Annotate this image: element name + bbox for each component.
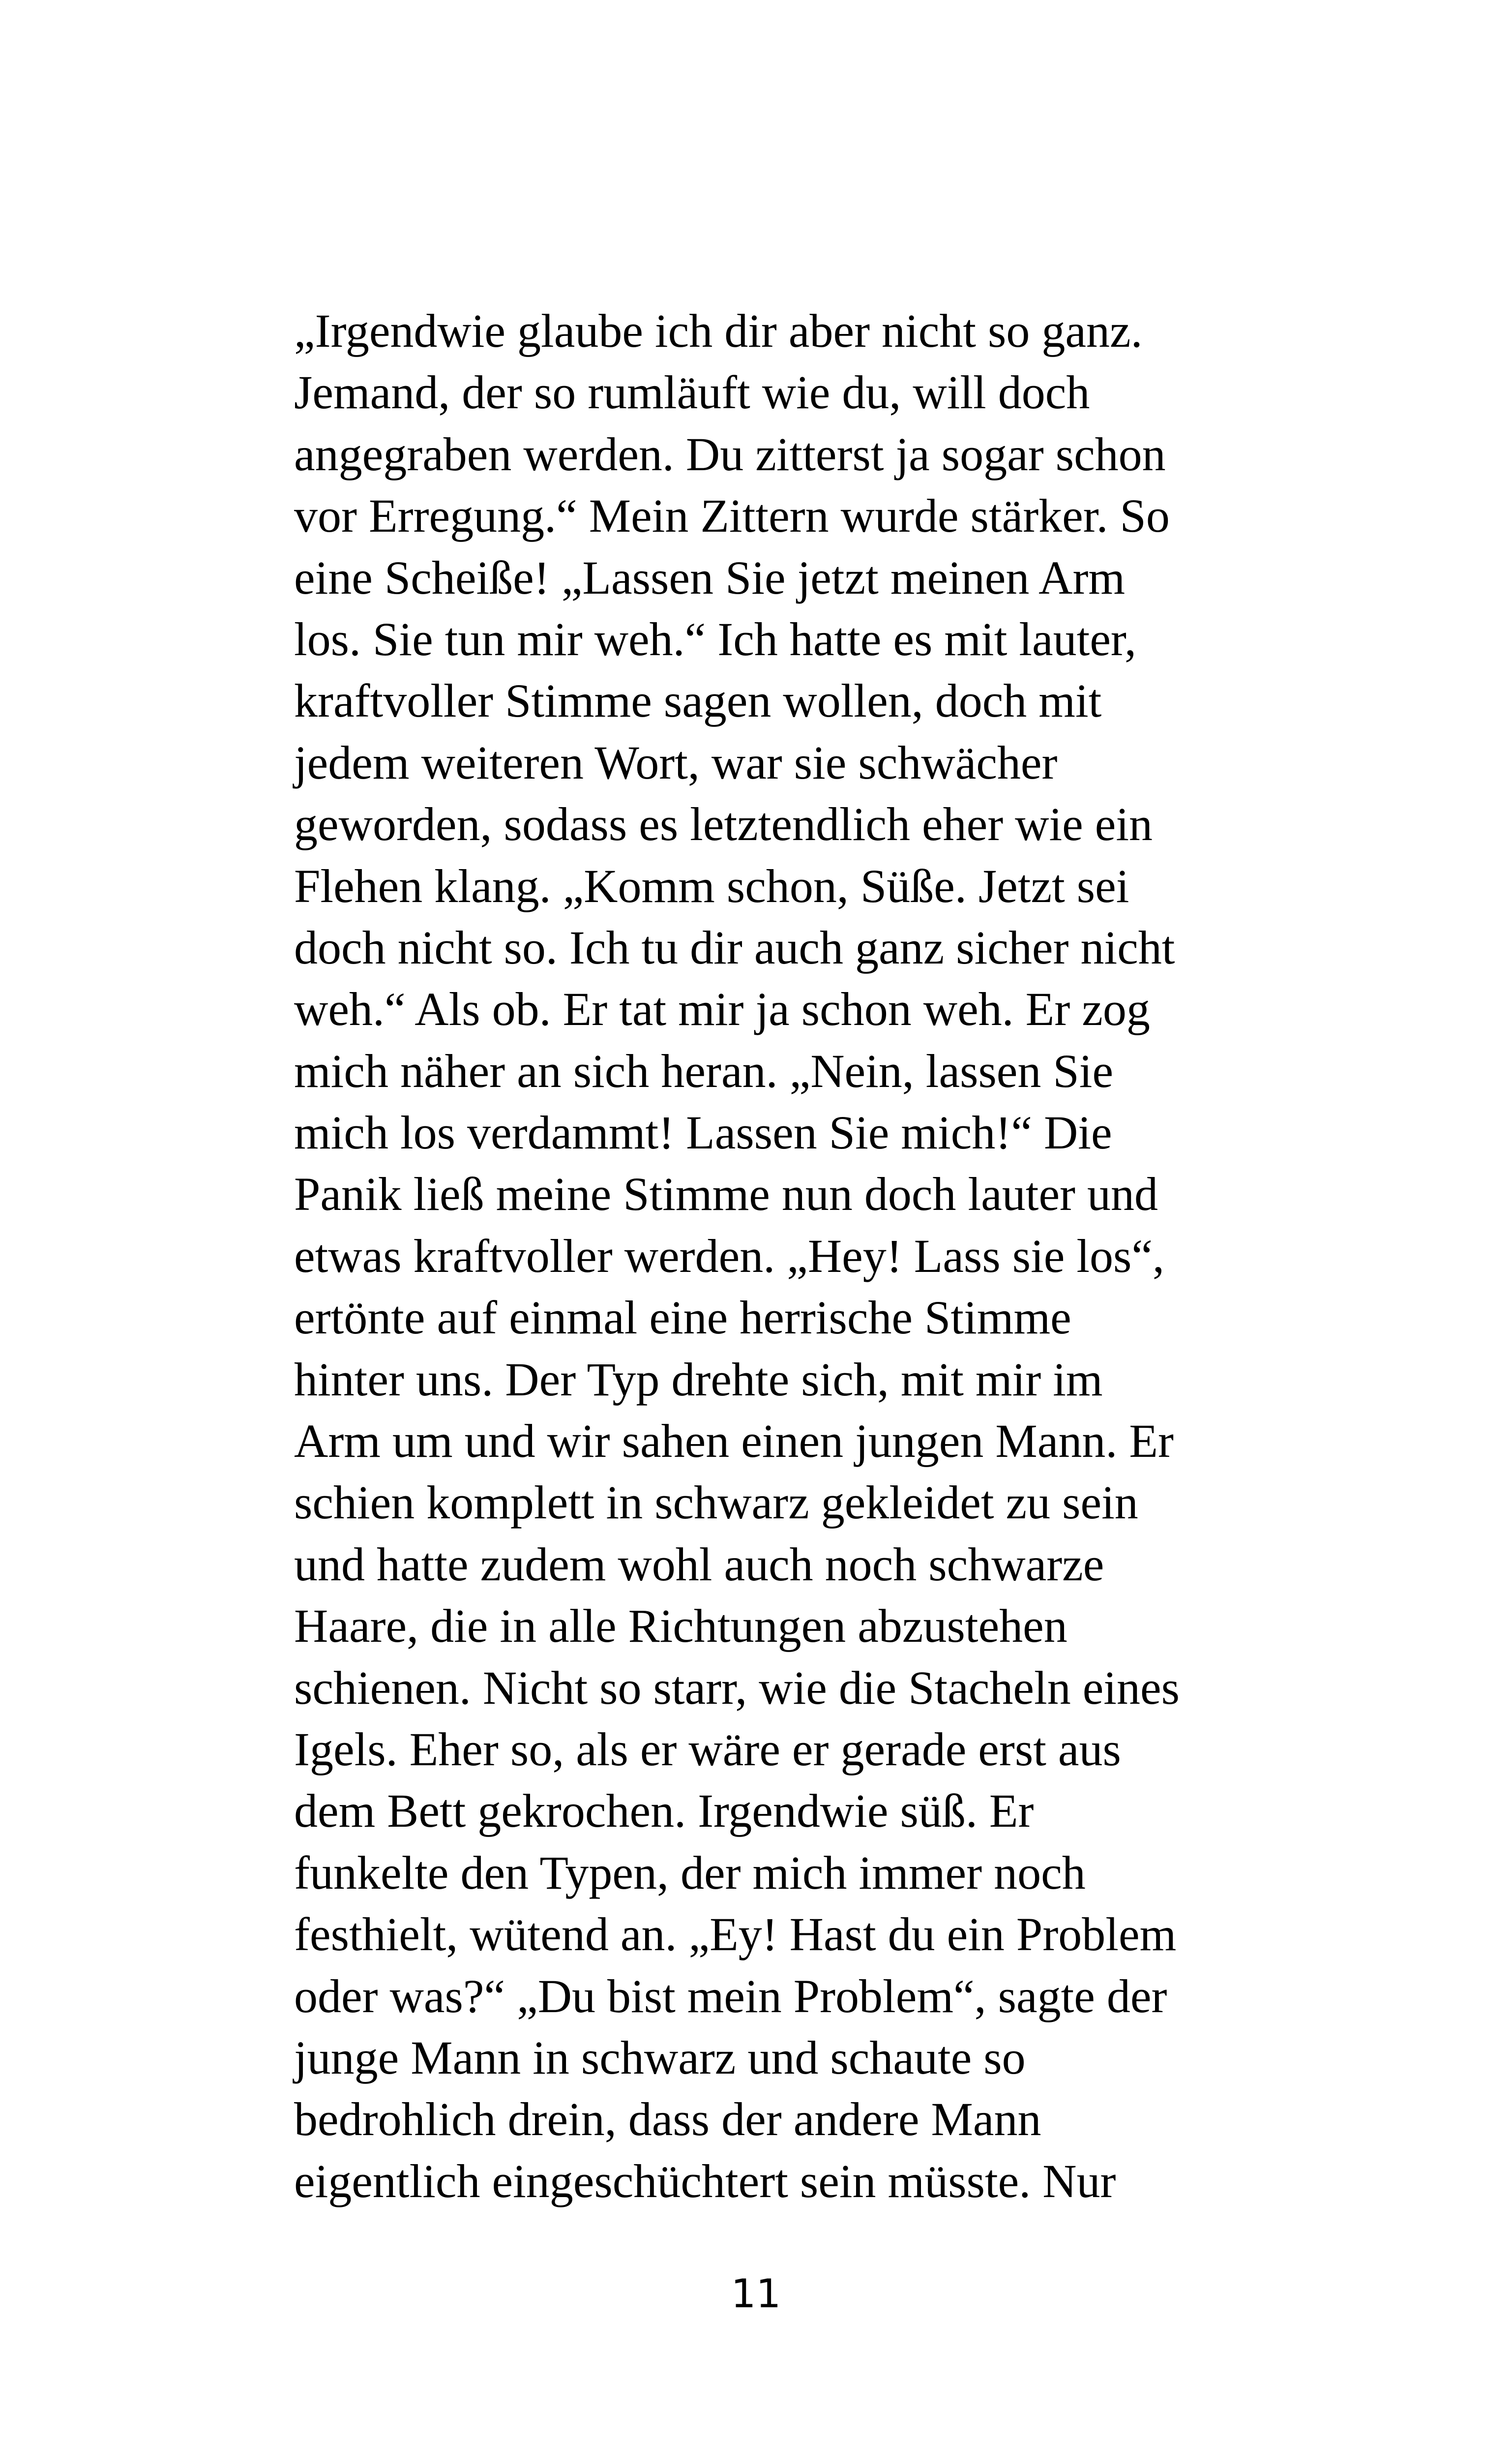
text-line: eigentlich eingeschüchtert sein müsste. Nur <box>294 2154 1116 2207</box>
text-line: Flehen klang. „Komm schon, Süße. Jetzt sei <box>294 859 1129 912</box>
text-line: weh.“ Als ob. Er tat mir ja schon weh. Er zog <box>294 983 1150 1036</box>
text-line: dem Bett gekrochen. Irgendwie süß. Er <box>294 1784 1034 1838</box>
text-line: etwas kraftvoller werden. „Hey! Lass sie los“, <box>294 1229 1164 1282</box>
text-line: geworden, sodass es letztendlich eher wie ein <box>294 798 1153 851</box>
page-number: 11 <box>731 2271 781 2317</box>
text-line: „Irgendwie glaube ich dir aber nicht so ganz. <box>294 304 1143 357</box>
text-line: Igels. Eher so, als er wäre er gerade erst aus <box>294 1722 1121 1776</box>
text-line: mich los verdammt! Lassen Sie mich!“ Die <box>294 1106 1112 1159</box>
text-line: ertönte auf einmal eine herrische Stimme <box>294 1291 1071 1344</box>
text-line: funkelte den Typen, der mich immer noch <box>294 1846 1086 1899</box>
text-line: kraftvoller Stimme sagen wollen, doch mit <box>294 674 1102 727</box>
text-line: Haare, die in alle Richtungen abzustehen <box>294 1599 1067 1653</box>
text-line: festhielt, wütend an. „Ey! Hast du ein Problem <box>294 1908 1177 1961</box>
text-line: bedrohlich drein, dass der andere Mann <box>294 2093 1041 2146</box>
text-line: oder was?“ „Du bist mein Problem“, sagte der <box>294 1969 1167 2022</box>
text-line: vor Erregung.“ Mein Zittern wurde stärker. So <box>294 489 1170 543</box>
text-line: Panik ließ meine Stimme nun doch lauter und <box>294 1168 1158 1221</box>
text-line: doch nicht so. Ich tu dir auch ganz sicher nicht <box>294 921 1175 974</box>
text-line: angegraben werden. Du zitterst ja sogar schon <box>294 427 1166 481</box>
text-line: jedem weiteren Wort, war sie schwächer <box>294 736 1058 789</box>
text-line: schien komplett in schwarz gekleidet zu sein <box>294 1476 1138 1529</box>
text-line: Jemand, der so rumläuft wie du, will doch <box>294 366 1090 419</box>
text-line: hinter uns. Der Typ drehte sich, mit mir im <box>294 1353 1103 1406</box>
text-line: junge Mann in schwarz und schaute so <box>294 2031 1026 2084</box>
text-line: Arm um und wir sahen einen jungen Mann. Er <box>294 1415 1174 1468</box>
text-line: eine Scheiße! „Lassen Sie jetzt meinen Arm <box>294 551 1126 604</box>
text-line: schienen. Nicht so starr, wie die Stacheln eines <box>294 1661 1180 1714</box>
body-text <box>294 300 1258 2212</box>
text-line: und hatte zudem wohl auch noch schwarze <box>294 1538 1104 1591</box>
text-line: mich näher an sich heran. „Nein, lassen Sie <box>294 1044 1114 1097</box>
text-line: los. Sie tun mir weh.“ Ich hatte es mit lauter, <box>294 612 1137 665</box>
